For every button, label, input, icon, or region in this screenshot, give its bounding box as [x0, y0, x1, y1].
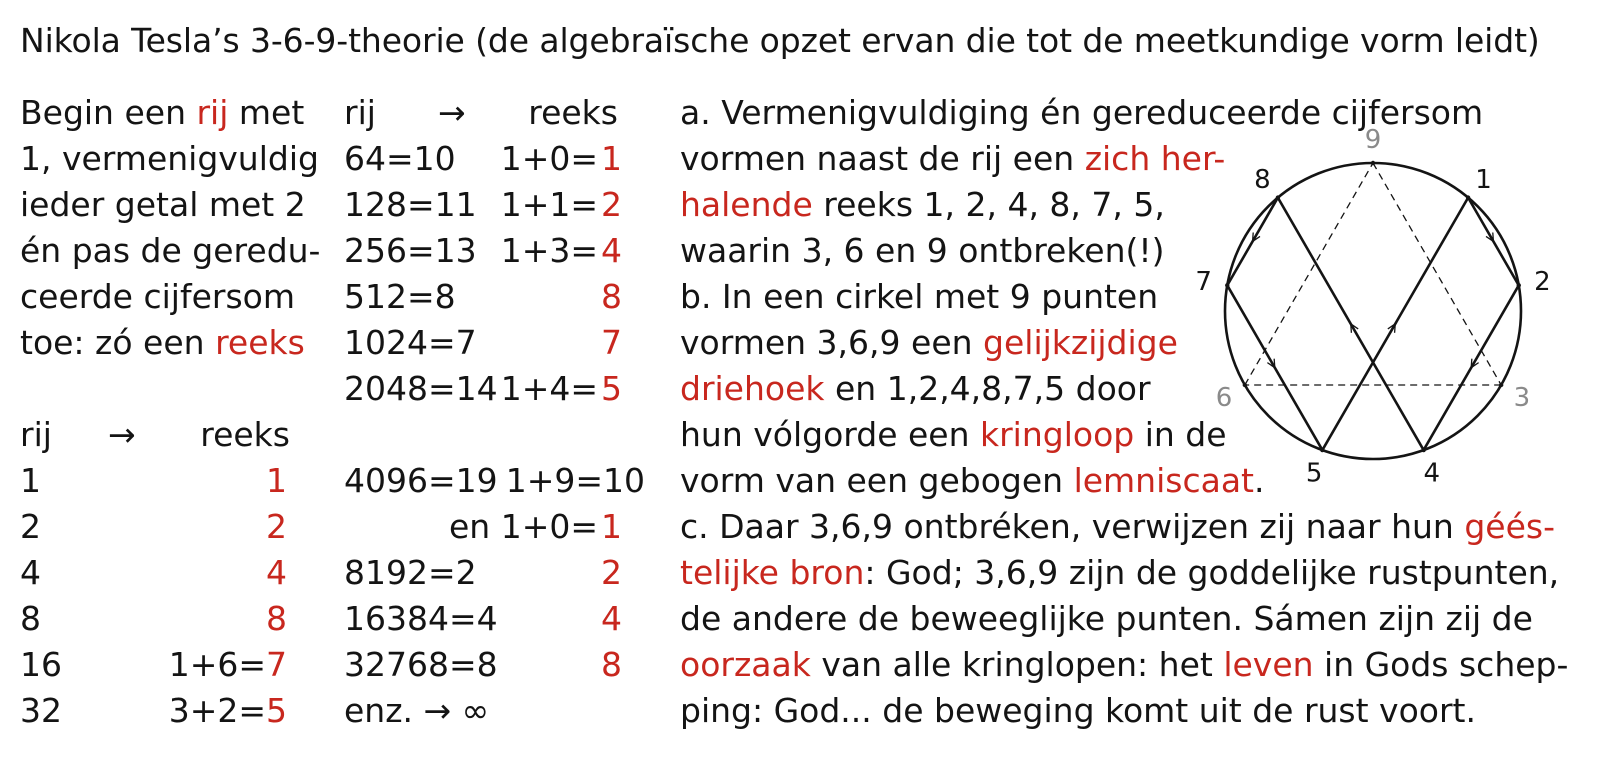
body-text: in de [1134, 415, 1227, 454]
body-text: toe: zó een [20, 323, 216, 362]
body-text: b. In een cirkel met 9 punten [680, 277, 1159, 316]
table-cell-calc: 1+4= [500, 369, 598, 408]
intro-line [20, 323, 305, 362]
table-cell-rij: 4 [20, 553, 41, 592]
body-text: vormen naast de rij een [680, 139, 1085, 178]
body-text: én pas de geredu- [20, 231, 321, 270]
outer-circle [1225, 163, 1521, 459]
table-cell-rij: 1024=7 [344, 323, 477, 362]
intro-line [20, 93, 305, 132]
header-rij: rij [20, 415, 52, 454]
highlight-text: géés- [1464, 507, 1555, 546]
body-text: ceerde cijfersom [20, 277, 295, 316]
body-text: en 1,2,4,8,7,5 door [824, 369, 1151, 408]
intro-line [20, 139, 319, 178]
highlight-text: reeks [215, 323, 305, 362]
table-cell-result: 4 [601, 231, 622, 270]
point-label: 2 [1534, 267, 1551, 298]
point-label: 4 [1423, 458, 1441, 489]
point-label: 3 [1513, 383, 1531, 413]
header-rij: rij [344, 93, 376, 132]
table-cell-calc: 1+1= [500, 185, 598, 224]
table-cell-result: 4 [266, 553, 287, 592]
point-label: 1 [1475, 165, 1492, 196]
body-text: reeks 1, 2, 4, 8, 7, 5, [812, 185, 1165, 224]
table-cell-rij: 64=10 [344, 139, 456, 178]
body-text: Begin een [20, 93, 197, 132]
table-cell-rij: 256=13 [344, 231, 477, 270]
table-cell-result: 7 [266, 645, 287, 684]
explanation-line [680, 461, 1265, 500]
explanation-line [680, 139, 1226, 178]
explanation-line [680, 369, 1151, 408]
table-cell-calc: en 1+0= [449, 507, 598, 546]
highlight-text: kringloop [980, 415, 1135, 454]
circle-diagram [1185, 125, 1575, 505]
table-cell-rij: 8 [20, 599, 41, 638]
table-cell-rij: 1 [20, 461, 41, 500]
highlight-text: driehoek [680, 369, 825, 408]
body-text: vormen 3,6,9 een [680, 323, 984, 362]
point-label: 9 [1364, 125, 1382, 155]
explanation-line [680, 645, 1569, 684]
body-text: : God; 3,6,9 zijn de goddelijke rustpunten, [864, 553, 1560, 592]
table-cell-result: 8 [266, 599, 287, 638]
body-text: met [228, 93, 305, 132]
body-text: c. Daar 3,6,9 ontbréken, verwijzen zij naar hun [680, 507, 1465, 546]
explanation-line [680, 599, 1533, 638]
body-text: 1, vermenigvuldig [20, 139, 319, 178]
explanation-line [680, 277, 1159, 316]
body-text: waarin 3, 6 en 9 ontbreken(!) [680, 231, 1165, 270]
intro-line [20, 185, 306, 224]
body-text: ping: God... de beweging komt uit de rust voort. [680, 691, 1476, 730]
explanation-line [680, 691, 1476, 730]
table-cell-rij: 2048=14 [344, 369, 498, 408]
circle-point [1421, 448, 1425, 452]
explanation-line [680, 415, 1227, 454]
intro-line [20, 231, 321, 270]
table-cell-result: 8 [601, 277, 622, 316]
circle-point [1320, 448, 1324, 452]
body-text: hun vólgorde een [680, 415, 980, 454]
explanation-line [680, 507, 1555, 546]
highlight-text: oorzaak [680, 645, 811, 684]
page-title: Nikola Tesla’s 3-6-9-theorie (de algebraïsche opzet ervan die tot de meetkundige vorm leidt) [20, 21, 1540, 60]
explanation-line [680, 185, 1165, 224]
table-cell-rij: 2 [20, 507, 41, 546]
intro-line [20, 277, 295, 316]
table-cell-result: 2 [266, 507, 287, 546]
table-cell-rij: 512=8 [344, 277, 456, 316]
circle-point [1243, 383, 1247, 387]
highlight-text: rij [196, 93, 229, 132]
table-cell-result: 1 [601, 507, 622, 546]
highlight-text: zich her- [1084, 139, 1226, 178]
table-cell-calc: 3+2= [168, 691, 266, 730]
table-cell-result: 5 [601, 369, 622, 408]
body-text: van alle kringlopen: het [810, 645, 1224, 684]
header-reeks: reeks [528, 93, 618, 132]
explanation-line [680, 323, 1178, 362]
explanation-line [680, 231, 1165, 270]
table-cell-result: 5 [266, 691, 287, 730]
highlight-text: leven [1223, 645, 1314, 684]
header-arrow: → [108, 415, 136, 454]
table-cell-rij: 32 [20, 691, 62, 730]
highlight-text: gelijkzijdige [983, 323, 1178, 362]
table-cell-rij: 4096=19 [344, 461, 498, 500]
table-cell-result: 4 [601, 599, 622, 638]
table-cell-rij: 32768=8 [344, 645, 498, 684]
body-text: . [1253, 461, 1265, 500]
body-text: ieder getal met 2 [20, 185, 306, 224]
body-text: in Gods schep- [1313, 645, 1569, 684]
circle-point [1371, 161, 1375, 165]
highlight-text: lemniscaat [1073, 461, 1254, 500]
explanation-line [680, 553, 1560, 592]
body-text: a. Vermenigvuldiging én gereduceerde cijfersom [680, 93, 1484, 132]
table-footer: enz. → ∞ [344, 691, 490, 730]
body-text: vorm van een gebogen [680, 461, 1074, 500]
table-cell-rij: 128=11 [344, 185, 477, 224]
table-cell-result: 2 [601, 553, 622, 592]
table-cell-result: 1 [601, 139, 622, 178]
circle-point [1225, 283, 1229, 287]
triangle-edge [1373, 163, 1501, 385]
highlight-text: telijke bron [680, 553, 865, 592]
highlight-text: halende [680, 185, 813, 224]
body-text: de andere de beweeglijke punten. Sámen zijn zij de [680, 599, 1533, 638]
point-label: 8 [1254, 165, 1271, 196]
table-cell-result: 8 [601, 645, 622, 684]
point-label: 7 [1195, 267, 1212, 298]
table-cell-calc: 1+9=10 [505, 461, 645, 500]
triangle-edge [1245, 163, 1373, 385]
table-cell-rij: 16384=4 [344, 599, 498, 638]
circle-point [1517, 283, 1521, 287]
point-label: 6 [1215, 383, 1233, 413]
circle-point [1466, 195, 1470, 199]
table-cell-calc: 1+0= [500, 139, 598, 178]
header-reeks: reeks [200, 415, 290, 454]
table-cell-rij: 16 [20, 645, 62, 684]
circle-point [1499, 383, 1503, 387]
table-cell-result: 2 [601, 185, 622, 224]
table-cell-calc: 1+6= [168, 645, 266, 684]
table-cell-rij: 8192=2 [344, 553, 477, 592]
header-arrow: → [438, 93, 466, 132]
table-cell-result: 1 [266, 461, 287, 500]
table-cell-calc: 1+3= [500, 231, 598, 270]
point-label: 5 [1305, 458, 1323, 489]
table-cell-result: 7 [601, 323, 622, 362]
circle-point [1276, 195, 1280, 199]
